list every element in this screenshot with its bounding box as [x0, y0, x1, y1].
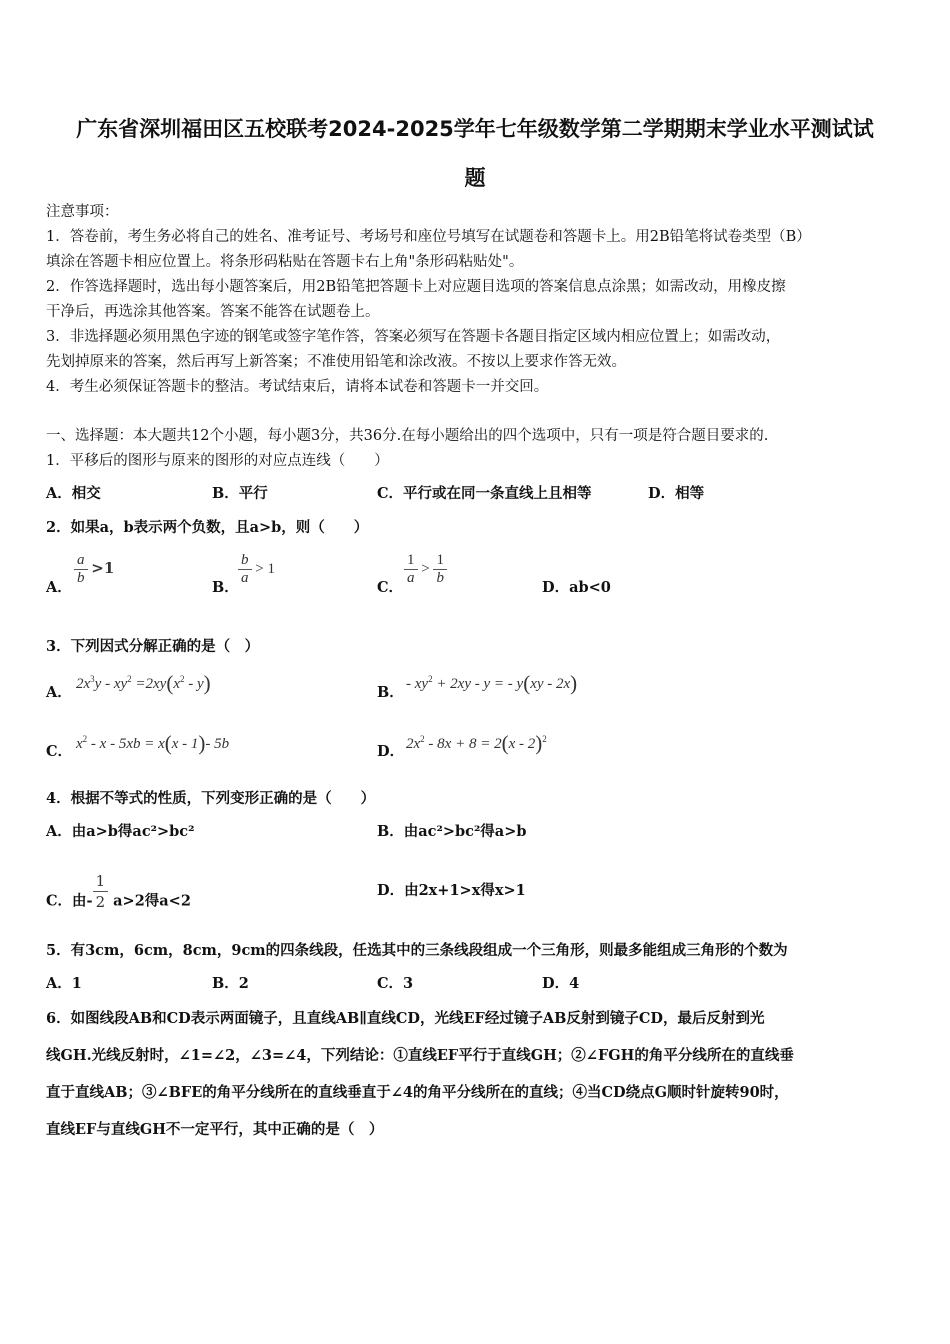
fraction-numerator: b: [241, 552, 249, 568]
fraction-denominator: a: [238, 569, 252, 587]
q2-option-b-formula: [238, 552, 275, 587]
q3-option-a-label: A．: [46, 684, 72, 701]
q1-option-d: D．相等: [648, 485, 705, 502]
fraction-numerator: 1: [436, 552, 444, 568]
fraction-numerator: 1: [407, 552, 415, 568]
q4-option-d: D．由2x+1>x得x>1: [377, 882, 526, 899]
q3-option-d-label: D．: [377, 743, 405, 760]
q5-option-d: D．4: [542, 975, 580, 992]
q6-stem-line3: 直于直线AB；③∠BFE的角平分线所在的直线垂直于∠4的角平分线所在的直线；④当CD绕点G顺时针旋转90时，: [46, 1084, 789, 1101]
q2-option-c-formula: [404, 552, 447, 587]
q2-option-d: D．ab<0: [542, 579, 611, 596]
fraction-numerator: 1: [95, 872, 106, 890]
q3-option-d-formula: $2x^2 - 8x + 8 = 2(x - 2)^2$: [406, 731, 547, 755]
notice-line-6: 先划掉原来的答案，然后再写上新答案；不准使用铅笔和涂改液。不按以上要求作答无效。: [46, 354, 626, 370]
fraction-denominator: a: [404, 569, 418, 587]
q3-option-c-formula: $x^2 - x - 5xb = x(x - 1)-$ 5b: [76, 731, 230, 755]
relation: >: [421, 560, 430, 577]
q1-option-a: A．相交: [46, 485, 101, 502]
q5-stem: 5．有3cm，6cm，8cm，9cm的四条线段，任选其中的三条线段组成一个三角形，则最多能组成三角形的个数为: [46, 942, 788, 959]
q3-option-b-label: B．: [377, 684, 404, 701]
notice-line-2: 填涂在答题卡相应位置上。将条形码粘贴在答题卡右上角"条形码粘贴处"。: [46, 254, 524, 270]
fraction-denominator: 2: [93, 891, 109, 912]
q2-stem: 2．如果a，b表示两个负数，且a>b，则（ ）: [46, 519, 369, 536]
q4-option-a: A．由a>b得ac²>bc²: [46, 823, 195, 840]
q5-option-b: B．2: [212, 975, 249, 992]
section-1-instructions: 一、选择题：本大题共12个小题，每小题3分，共36分.在每小题给出的四个选项中，只有一项是符合题目要求的.: [46, 428, 769, 444]
fraction-denominator: b: [433, 569, 447, 587]
q1-option-c: C．平行或在同一条直线上且相等: [377, 485, 592, 502]
q6-stem-line1: 6．如图线段AB和CD表示两面镜子，且直线AB∥直线CD，光线EF经过镜子AB反射到镜子CD，最后反射到光: [46, 1010, 765, 1027]
q4-option-b: B．由ac²>bc²得a>b: [377, 823, 527, 840]
q5-option-a: A．1: [46, 975, 82, 992]
q5-option-c: C．3: [377, 975, 414, 992]
q3-stem: 3．下列因式分解正确的是（ ）: [46, 638, 260, 655]
exam-title-line2: 题: [464, 166, 486, 190]
q2-option-a-label: A．: [46, 579, 72, 596]
q3-option-c-label: C．: [46, 743, 73, 760]
notice-line-1: 1．答卷前，考生务必将自己的姓名、准考证号、考场号和座位号填写在试题卷和答题卡上。用2B铅笔将试卷类型（B）: [46, 229, 811, 245]
q3-option-a-formula: $2x^3y - xy^2 =2xy(x^2 - y)$: [76, 671, 211, 695]
q2-option-a-formula: [74, 552, 114, 587]
fraction-denominator: b: [74, 569, 88, 587]
q4-stem: 4．根据不等式的性质，下列变形正确的是（ ）: [46, 790, 376, 807]
q2-option-c-label: C．: [377, 579, 404, 596]
q4-option-c: C．由- $\frac{1}{2}$ a>2得a<2: [46, 872, 191, 911]
fraction-numerator: a: [77, 552, 85, 568]
exam-title-line1: 广东省深圳福田区五校联考2024-2025学年七年级数学第二学期期末学业水平测试试: [76, 117, 874, 141]
q2-option-b-label: B．: [212, 579, 239, 596]
q6-stem-line4: 直线EF与直线GH不一定平行，其中正确的是（ ）: [46, 1121, 384, 1138]
notice-line-7: 4．考生必须保证答题卡的整洁。考试结束后，请将本试卷和答题卡一并交回。: [46, 379, 549, 395]
notice-line-5: 3．非选择题必须用黑色字迹的钢笔或签字笔作答，答案必须写在答题卡各题目指定区域内相应位置上；如需改动，: [46, 329, 781, 345]
relation: >1: [91, 558, 115, 577]
notice-header: 注意事项：: [46, 204, 119, 220]
q1-stem: 1．平移后的图形与原来的图形的对应点连线（ ）: [46, 453, 389, 469]
q1-option-b: B．平行: [212, 485, 268, 502]
relation: > 1: [255, 560, 275, 577]
q6-stem-line2: 线GH.光线反射时，∠1=∠2，∠3=∠4，下列结论：①直线EF平行于直线GH；②∠FGH的角平分线所在的直线垂: [46, 1047, 794, 1064]
notice-line-4: 干净后，再选涂其他答案。答案不能答在试题卷上。: [46, 304, 380, 320]
notice-line-3: 2．作答选择题时，选出每小题答案后，用2B铅笔把答题卡上对应题目选项的答案信息点涂黑；如需改动，用橡皮擦: [46, 279, 786, 295]
q3-option-b-formula: - $xy^2 + 2xy - y$ = - y(xy - 2x): [406, 671, 578, 695]
